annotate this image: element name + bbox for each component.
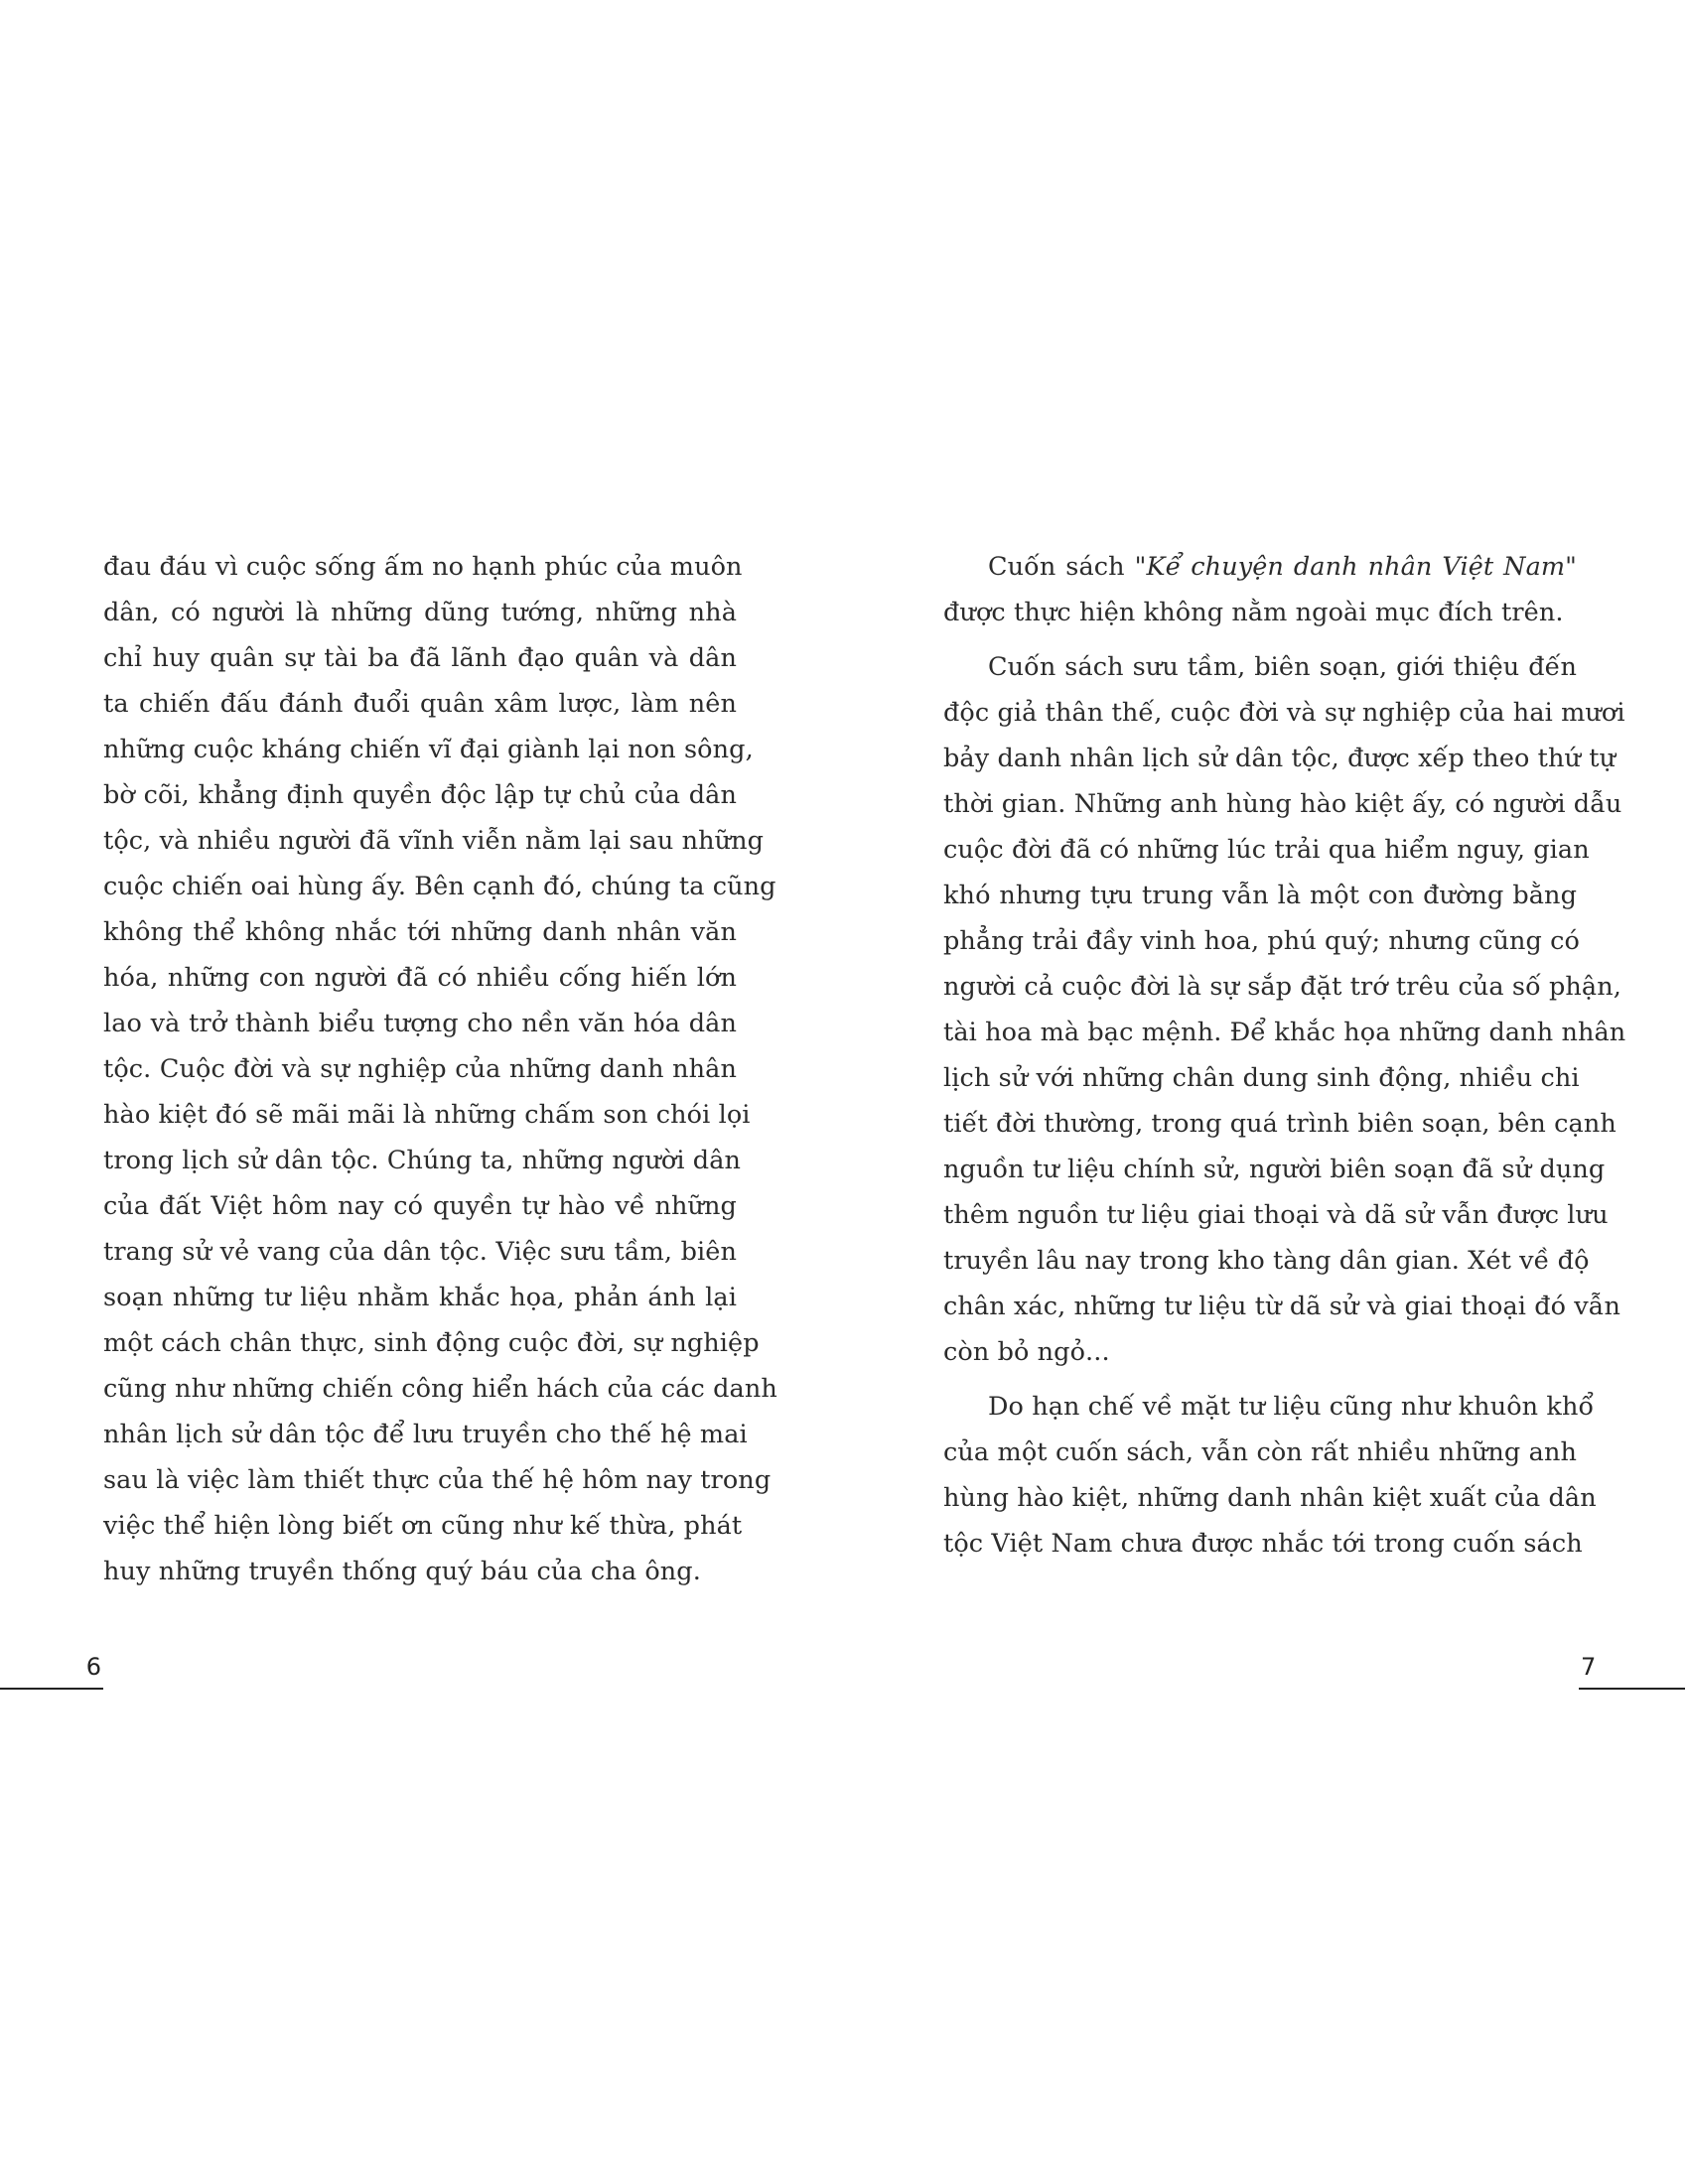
text-line: trang sử vẻ vang của dân tộc. Việc sưu tầm, biên <box>103 1237 737 1267</box>
paragraph-2-line: còn bỏ ngỏ... <box>943 1337 1110 1367</box>
text-line: trong lịch sử dân tộc. Chúng ta, những người dân <box>103 1146 742 1175</box>
text-line: bờ cõi, khẳng định quyền độc lập tự chủ của dân <box>103 780 737 810</box>
paragraph-3-line: của một cuốn sách, vẫn còn rất nhiều những anh <box>943 1437 1577 1467</box>
paragraph-3-line: Do hạn chế về mặt tư liệu cũng như khuôn khổ <box>988 1392 1595 1422</box>
text-line: của đất Việt hôm nay có quyền tự hào về những <box>103 1191 737 1221</box>
book-title: "Kể chuyện danh nhân Việt Nam" <box>1134 552 1577 582</box>
text-line: cũng như những chiến công hiển hách của các danh <box>103 1374 777 1404</box>
text-line: tộc. Cuộc đời và sự nghiệp của những danh nhân <box>103 1054 737 1084</box>
left-page-footer <box>0 1653 103 1687</box>
footer-rule <box>1579 1688 1685 1690</box>
paragraph-2-line: thêm nguồn tư liệu giai thoại và dã sử vẫn được lưu <box>943 1200 1609 1230</box>
paragraph-2-line: nguồn tư liệu chính sử, người biên soạn đã sử dụng <box>943 1155 1606 1184</box>
right-page-body <box>943 544 1626 1567</box>
paragraph-2-line: lịch sử với những chân dung sinh động, nhiều chi <box>943 1063 1580 1093</box>
paragraph-1-lead: Cuốn sách <box>988 552 1135 582</box>
text-line: đau đáu vì cuộc sống ấm no hạnh phúc của muôn <box>103 552 743 582</box>
page-number: 7 <box>1581 1653 1597 1681</box>
paragraph-2-line: bảy danh nhân lịch sử dân tộc, được xếp theo thứ tự <box>943 744 1617 773</box>
text-line: chỉ huy quân sự tài ba đã lãnh đạo quân và dân <box>103 643 737 673</box>
paragraph-2-line: người cả cuộc đời là sự sắp đặt trớ trêu của số phận, <box>943 972 1621 1002</box>
paragraph-gap <box>943 1375 1577 1384</box>
paragraph-2-line: khó nhưng tựu trung vẫn là một con đường bằng <box>943 881 1577 910</box>
paragraph-2-line: phẳng trải đầy vinh hoa, phú quý; nhưng cũng có <box>943 926 1581 956</box>
paragraph-2-line: cuộc đời đã có những lúc trải qua hiểm nguy, gian <box>943 835 1590 865</box>
text-line: việc thể hiện lòng biết ơn cũng như kế thừa, phát <box>103 1511 743 1541</box>
left-page-body <box>103 544 777 1594</box>
text-line: soạn những tư liệu nhằm khắc họa, phản ánh lại <box>103 1283 737 1312</box>
text-line: cuộc chiến oai hùng ấy. Bên cạnh đó, chúng ta cũng <box>103 872 776 901</box>
text-line: hóa, những con người đã có nhiều cống hiến lớn <box>103 963 737 993</box>
paragraph-2-line: truyền lâu nay trong kho tàng dân gian. Xét về độ <box>943 1246 1590 1276</box>
footer-rule <box>0 1688 103 1690</box>
text-line: dân, có người là những dũng tướng, những nhà <box>103 598 737 627</box>
paragraph-1-line <box>943 544 1577 590</box>
paragraph-gap <box>943 635 1577 644</box>
paragraph-2-line: Cuốn sách sưu tầm, biên soạn, giới thiệu đến <box>988 652 1577 682</box>
text-line: một cách chân thực, sinh động cuộc đời, sự nghiệp <box>103 1328 760 1358</box>
paragraph-2-line: tiết đời thường, trong quá trình biên soạn, bên cạnh <box>943 1109 1617 1139</box>
text-line: ta chiến đấu đánh đuổi quân xâm lược, làm nên <box>103 689 737 719</box>
paragraph-3-line: hùng hào kiệt, những danh nhân kiệt xuất của dân <box>943 1483 1597 1513</box>
paragraph-2-line: độc giả thân thế, cuộc đời và sự nghiệp của hai mươi <box>943 698 1625 728</box>
text-line: không thể không nhắc tới những danh nhân văn <box>103 917 737 947</box>
text-line: nhân lịch sử dân tộc để lưu truyền cho thế hệ mai <box>103 1420 748 1449</box>
text-line: những cuộc kháng chiến vĩ đại giành lại non sông, <box>103 735 754 764</box>
paragraph-2-line: thời gian. Những anh hùng hào kiệt ấy, có người dẫu <box>943 789 1622 819</box>
text-line: huy những truyền thống quý báu của cha ông. <box>103 1557 701 1586</box>
paragraph-2-line: tài hoa mà bạc mệnh. Để khắc họa những danh nhân <box>943 1018 1626 1047</box>
text-line: lao và trở thành biểu tượng cho nền văn hóa dân <box>103 1009 737 1038</box>
right-page-footer <box>1579 1653 1688 1687</box>
text-line: sau là việc làm thiết thực của thế hệ hôm nay trong <box>103 1465 772 1495</box>
page-number: 6 <box>85 1653 101 1681</box>
paragraph-1-line: được thực hiện không nằm ngoài mục đích trên. <box>943 598 1564 627</box>
paragraph-2-line: chân xác, những tư liệu từ dã sử và giai thoại đó vẫn <box>943 1292 1621 1321</box>
text-line: hào kiệt đó sẽ mãi mãi là những chấm son chói lọi <box>103 1100 751 1130</box>
paragraph-3-line: tộc Việt Nam chưa được nhắc tới trong cuốn sách <box>943 1529 1583 1559</box>
text-line: tộc, và nhiều người đã vĩnh viễn nằm lại sau những <box>103 826 765 856</box>
